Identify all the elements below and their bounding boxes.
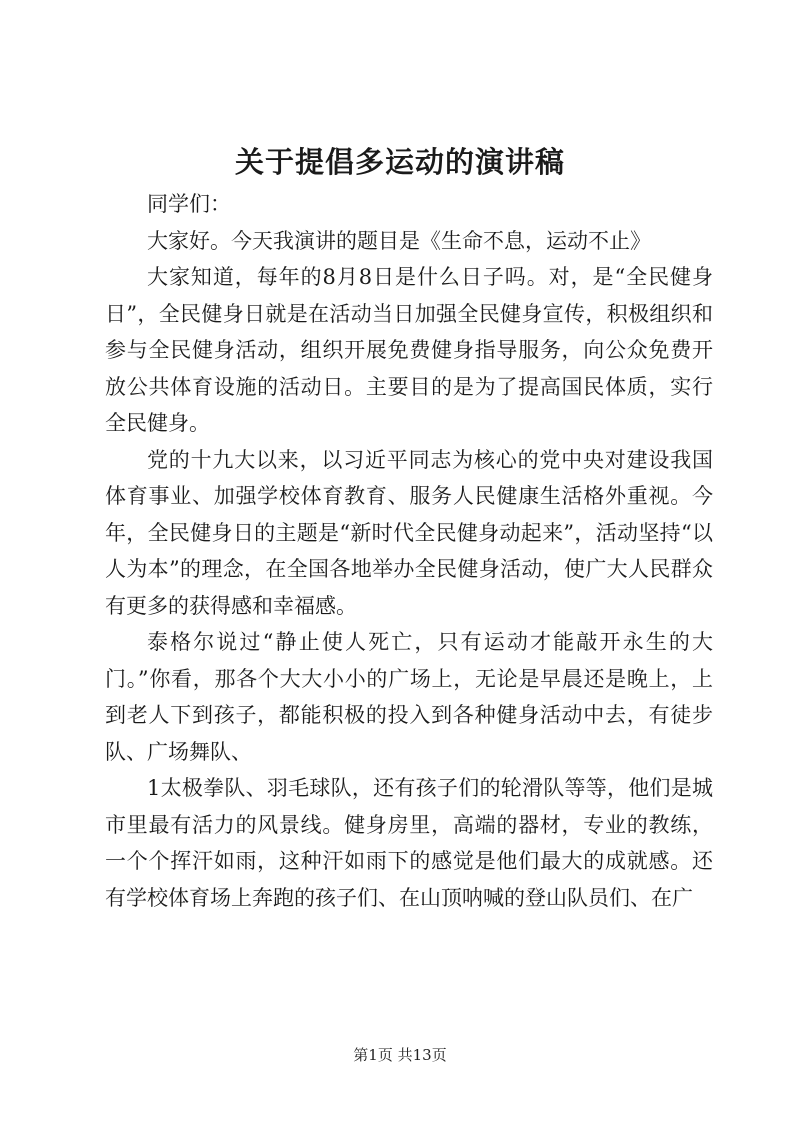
document-body <box>105 186 713 916</box>
paragraph-teams: 1太极拳队、羽毛球队，还有孩子们的轮滑队等等，他们是城市里最有活力的风景线。健身房里，高端的器材，专业的教练，一个个挥汗如雨，这种汗如雨下的感觉是他们最大的成就感。还有学校体育场上奔跑的孩子们、在山顶呐喊的登山队员们、在广 <box>105 776 713 910</box>
paragraph-intro: 大家好。今天我演讲的题目是《生命不息，运动不止》 <box>147 228 651 253</box>
page-footer: 第1页 共13页 <box>353 1046 447 1064</box>
paragraph-fitness-day: 大家知道，每年的8月8日是什么日子吗。对，是“全民健身日”，全民健身日就是在活动当日加强全民健身宣传，积极组织和参与全民健身活动，组织开展免费健身指导服务，向公众免费开放公共体育设施的活动日。主要目的是为了提高国民体质，实行全民健身。 <box>105 265 713 435</box>
document-title: 关于提倡多运动的演讲稿 <box>234 145 565 179</box>
paragraph-quote: 泰格尔说过“静止使人死亡，只有运动才能敲开永生的大门。”你看，那各个大大小小的广场上，无论是早晨还是晚上，上到老人下到孩子，都能积极的投入到各种健身活动中去，有徒步队、广场舞队、 <box>105 630 713 764</box>
paragraph-greeting: 同学们： <box>147 192 231 216</box>
paragraph-party-policy: 党的十九大以来，以习近平同志为核心的党中央对建设我国体育事业、加强学校体育教育、服务人民健康生活格外重视。今年，全民健身日的主题是“新时代全民健身动起来”，活动坚持“以人为本”的理念，在全国各地举办全民健身活动，使广大人民群众有更多的获得感和幸福感。 <box>105 447 713 618</box>
